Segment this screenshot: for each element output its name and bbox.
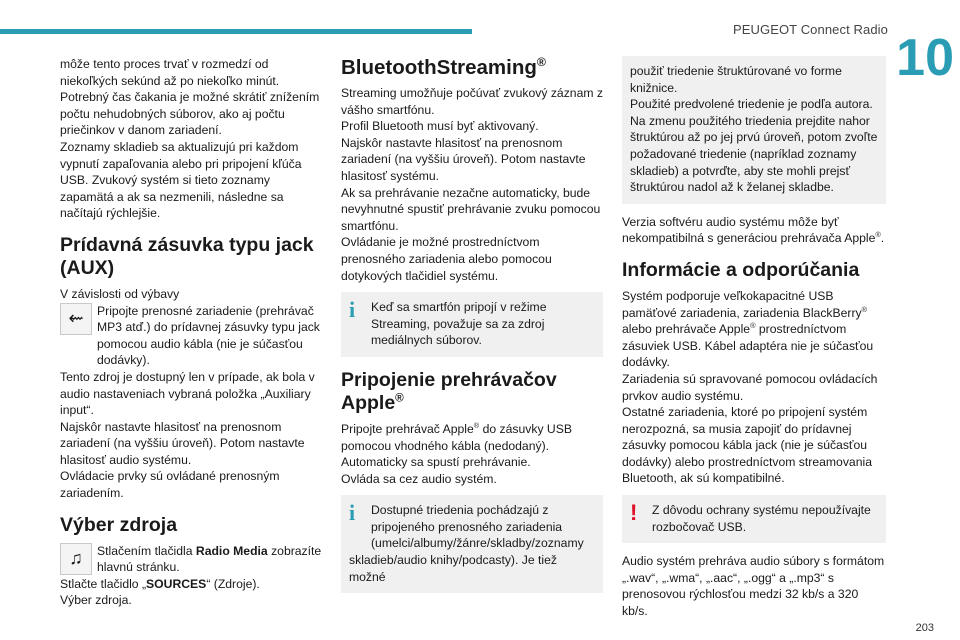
note-text: Z dôvodu ochrany systému nepoužívajte rozbočovač USB.: [652, 503, 871, 534]
note-text: Dostupné triedenia pochádzajú z pripojeného prenosného zariadenia (umelci/albumy/žánre/skladby/zoznamy skladieb/audio knihy/podcasty). Je tiež možné: [349, 503, 584, 584]
paragraph: Streaming umožňuje počúvať zvukový záznam z vášho smartfónu.: [341, 86, 603, 117]
paragraph: Profil Bluetooth musí byť aktivovaný.: [341, 119, 539, 134]
column-1: [60, 56, 322, 609]
paragraph: Ovláda sa cez audio systém.: [341, 471, 497, 486]
paragraph: Najskôr nastavte hlasitosť na prenosnom zariadení (na vyššiu úroveň). Potom nastavte hlasitosť audio systému.: [60, 419, 305, 467]
music-note-icon: ♫: [60, 543, 92, 575]
paragraph: Audio systém prehráva audio súbory s formátom „.wav“, „.wma“, „.aac“, „.ogg“ a „.mp3“ s prenosovou rýchlosťou medzi 32 kb/s a 320 kb/s.: [622, 554, 885, 619]
paragraph: Výber zdroja.: [60, 593, 132, 608]
paragraph: môže tento proces trvať v rozmedzí od niekoľkých sekúnd až po niekoľko minút.: [60, 57, 280, 88]
page-number: 203: [915, 622, 934, 634]
info-icon: i: [349, 500, 356, 526]
header-bar: [0, 29, 472, 34]
paragraph: Automaticky sa spustí prehrávanie.: [341, 455, 531, 470]
heading-bluetooth: BluetoothStreaming®: [341, 55, 546, 79]
paragraph: Zoznamy skladieb sa aktualizujú pri každom vypnutí zapaľovania alebo pri pripojení kľúča USB. Zvukový systém si tieto zoznamy zapamätá a ak sa nezmenili, následne sa načítajú rýchlejšie.: [60, 139, 302, 221]
note-text: Použité predvolené triedenie je podľa autora. Na zmenu použitého triedenia prejdite nahor štruktúrou až po jej prvú úroveň, potom zvoľte požadované triedenie (napríklad zoznamy skladieb) a potvrďte, aby ste mohli prejsť štruktúrou nadol až k želanej skladbe.: [630, 97, 878, 195]
source-instruction: [60, 543, 322, 576]
paragraph: Verzia softvéru audio systému môže byť nekompatibilná s generáciou prehrávača Apple®.: [622, 214, 885, 246]
note-text: Keď sa smartfón pripojí v režime Streaming, považuje sa za zdroj mediálnych súborov.: [371, 300, 547, 348]
heading-info: Informácie a odporúčania: [622, 258, 860, 281]
paragraph: Ovládacie prvky sú ovládané prenosným zariadením.: [60, 469, 280, 501]
paragraph: Pripojte prehrávač Apple® do zásuvky USB pomocou vhodného kábla (nedodaný).: [341, 420, 572, 453]
heading-apple: Pripojenie prehrávačov Apple®: [341, 368, 557, 414]
paragraph: Potrebný čas čakania je možné skrátiť znížením počtu nehudobných súborov, ako aj počtu priečinkov v danom zariadení.: [60, 90, 320, 138]
paragraph: Pripojte prenosné zariadenie (prehrávač MP3 atď.) do prídavnej zásuvky typu jack pomocou audio kábla (nie je súčasťou dodávky).: [97, 303, 320, 368]
heading-source: Výber zdroja: [60, 513, 178, 536]
heading-aux: Prídavná zásuvka typu jack (AUX): [60, 233, 314, 279]
paragraph: V závislosti od výbavy: [60, 286, 180, 301]
paragraph: Ostatné zariadenia, ktoré po pripojení systém nerozpozná, sa musia zapojiť do prídavnej zásuvky pomocou kábla jack (nie je súčasťou dodávky) alebo prostredníctvom streamovania Bluetooth, ak sú kompatibilné.: [622, 405, 872, 486]
aux-instruction: [60, 303, 322, 369]
info-note-continued: [622, 56, 886, 204]
column-3: [622, 56, 886, 620]
paragraph: Ak sa prehrávanie nezačne automaticky, bude nevyhnutné spustiť prehrávanie zvuku pomocou smartfónu.: [341, 185, 601, 233]
paragraph: Tento zdroj je dostupný len v prípade, ak bola v audio nastaveniach vybraná položka „Auxiliary input“.: [60, 369, 315, 418]
paragraph: Najskôr nastavte hlasitosť na prenosnom zariadení (na vyššiu úroveň). Potom nastavte hlasitosť systému.: [341, 135, 586, 183]
paragraph: Zariadenia sú spravované pomocou ovládacích prvkov audio systému.: [622, 371, 878, 403]
manual-title: PEUGEOT Connect Radio: [732, 22, 888, 37]
warning-icon: !: [630, 500, 638, 526]
column-2: [341, 56, 603, 603]
paragraph: Ovládanie je možné prostredníctvom prenosného zariadenia alebo pomocou dotykových tlačidiel systému.: [341, 235, 552, 283]
warning-note: [622, 495, 886, 543]
info-note: [341, 292, 603, 357]
info-note: [341, 495, 603, 593]
chapter-number: 10: [896, 29, 954, 87]
paragraph: Stlačením tlačidla Radio Media zobrazíte hlavnú stránku.: [97, 543, 322, 575]
paragraph: Stlačte tlačidlo „SOURCES“ (Zdroje).: [60, 576, 260, 591]
paragraph: Systém podporuje veľkokapacitné USB pamäťové zariadenia, zariadenia BlackBerry® alebo prehrávače Apple® prostredníctvom zásuviek USB. Kábel adaptéra nie je súčasťou dodávky.: [622, 288, 874, 370]
info-icon: i: [349, 297, 356, 323]
note-text: použiť triedenie štruktúrované vo forme knižnice.: [630, 64, 842, 95]
aux-cable-icon: ⇜: [60, 303, 92, 335]
